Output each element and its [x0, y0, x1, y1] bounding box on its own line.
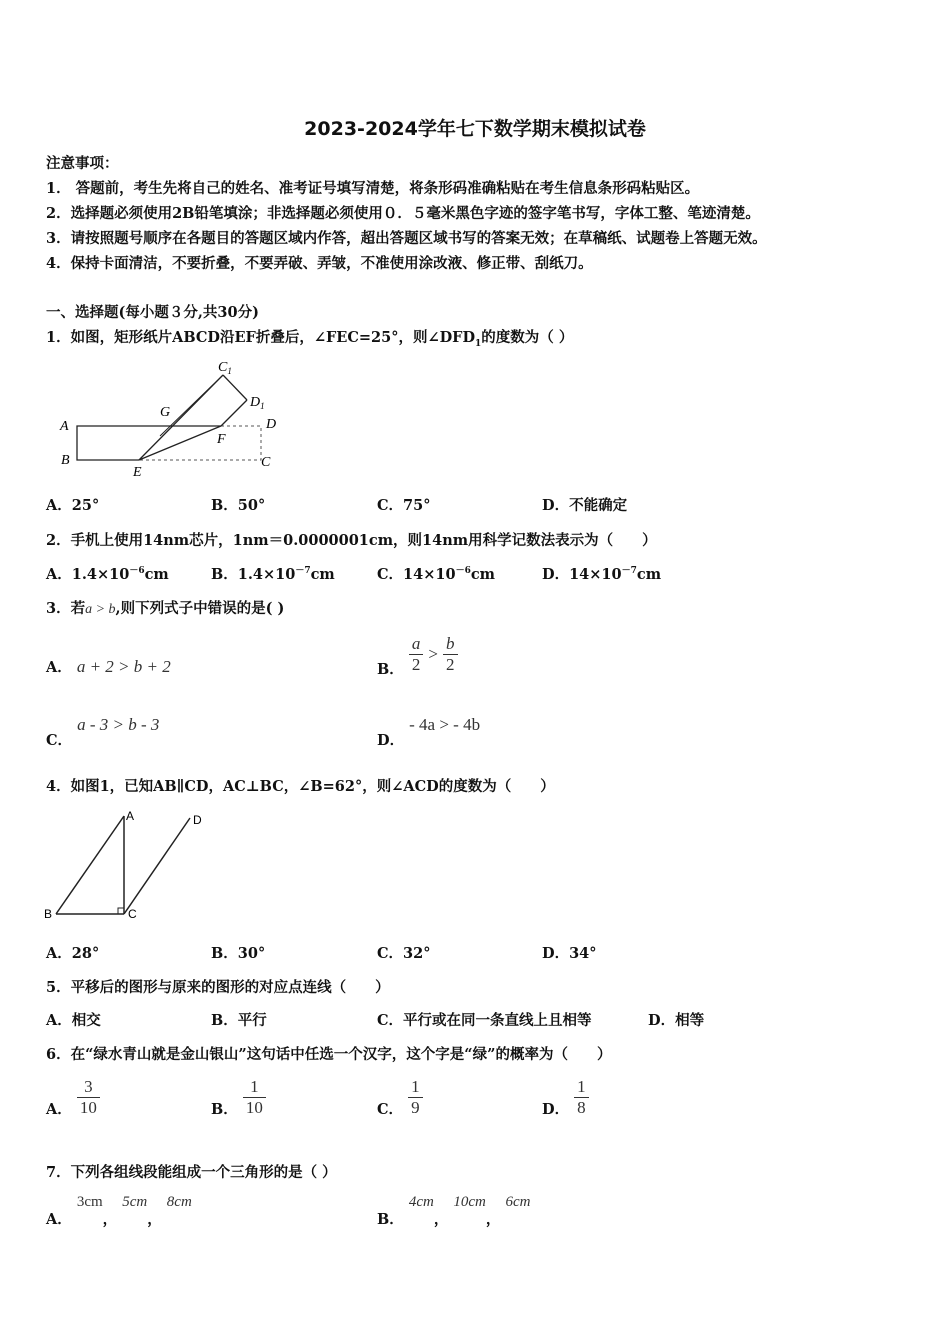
notice-item: 3．请按照题号顺序在各题目的答题区域内作答，超出答题区域书写的答案无效；在草稿纸、试题卷上答题无效。	[46, 230, 767, 247]
folded-edge-d1f	[221, 400, 247, 426]
question-4-option-c[interactable]: C．32°	[377, 945, 431, 962]
question-2-stem: 2．手机上使用14nm芯片，1nm＝0.0000001cm，则14nm用科学记数法表示为（ ）	[46, 532, 657, 549]
notice-item: 2．选择题必须使用2B铅笔填涂；非选择题必须使用０．５毫米黑色字迹的签字笔书写，字体工整、笔迹清楚。	[46, 205, 760, 222]
label-d: D	[266, 417, 277, 432]
question-6-option-c[interactable]: C． $\frac{1}{9}$	[377, 1076, 423, 1119]
question-2-option-a[interactable]: A．$1.4\times 10^{-6}cm$	[46, 566, 169, 583]
label-d: D	[193, 813, 202, 827]
dashed-rectangle	[77, 426, 261, 460]
question-1-option-c[interactable]: C．75°	[377, 497, 431, 514]
question-1-option-a[interactable]: A．25°	[46, 497, 100, 514]
segment-ab	[56, 816, 124, 914]
notice-item: 4．保持卡面清洁，不要折叠，不要弄破、弄皱，不准使用涂改液、修正带、刮纸刀。	[46, 255, 593, 272]
question-6-option-b[interactable]: B． $\frac{1}{10}$	[211, 1076, 266, 1119]
label-f: F	[217, 432, 226, 447]
label-c: C	[128, 907, 137, 921]
question-3-option-d[interactable]: D． - 4a > - 4b	[377, 715, 481, 749]
question-1-figure	[55, 358, 285, 480]
notice-heading: 注意事项：	[46, 155, 119, 172]
question-1-option-d[interactable]: D．不能确定	[542, 497, 628, 514]
question-3-option-c[interactable]: C． a - 3 > b - 3	[46, 715, 160, 749]
rectangle-solid-edges	[77, 426, 221, 460]
question-7-option-a[interactable]: A． 3cm， 5cm， 8cm	[46, 1194, 192, 1228]
question-5-option-c[interactable]: C．平行或在同一条直线上且相等	[377, 1012, 592, 1029]
question-7-stem: 7．下列各组线段能组成一个三角形的是（ ）	[46, 1164, 337, 1181]
label-g: G	[160, 405, 171, 420]
question-6-option-a[interactable]: A． $\frac{3}{10}$	[46, 1076, 100, 1119]
question-2-option-b[interactable]: B．$1.4\times 10^{-7}cm$	[211, 566, 335, 583]
label-b: B	[61, 453, 70, 468]
label-b: B	[44, 907, 53, 921]
question-2-option-d[interactable]: D．$14\times 10^{-7}cm$	[542, 566, 662, 583]
right-angle-mark	[118, 908, 124, 914]
question-4-option-d[interactable]: D．34°	[542, 945, 597, 962]
label-e: E	[133, 465, 142, 480]
question-3-option-a[interactable]: A． a + 2 > b + 2	[46, 657, 171, 676]
question-5-option-b[interactable]: B．平行	[211, 1012, 267, 1029]
label-d1: $D_1$	[250, 395, 265, 411]
question-7-option-b[interactable]: B． 4cm， 10cm， 6cm	[377, 1194, 531, 1228]
notice-item: 1． 答题前，考生先将自己的姓名、准考证号填写清楚，将条形码准确粘贴在考生信息条形码粘贴区。	[46, 180, 700, 197]
question-6-option-d[interactable]: D． $\frac{1}{8}$	[542, 1076, 589, 1119]
question-2-option-c[interactable]: C．$14\times 10^{-6}cm$	[377, 566, 495, 583]
question-6-stem: 6．在“绿水青山就是金山银山”这句话中任选一个汉字，这个字是“绿”的概率为（ ）	[46, 1046, 612, 1063]
question-4-stem: 4．如图1，已知AB∥CD，AC⊥BC，∠B=62°，则∠ACD的度数为（ ）	[46, 778, 555, 795]
folded-edge-c1d1	[223, 375, 247, 400]
question-4-option-b[interactable]: B．30°	[211, 945, 266, 962]
question-5-stem: 5．平移后的图形与原来的图形的对应点连线（ ）	[46, 979, 390, 996]
question-3-option-b[interactable]: B． $\frac{a}{2}$ > $\frac{b}{2}$	[377, 630, 458, 679]
section-heading: 一、选择题(每小题３分,共30分)	[46, 304, 259, 321]
label-c1: $C_1$	[218, 360, 232, 376]
segment-cd	[124, 818, 190, 914]
question-5-option-a[interactable]: A．相交	[46, 1012, 101, 1029]
question-4-option-a[interactable]: A．28°	[46, 945, 100, 962]
label-a: A	[60, 419, 69, 434]
page-title: 2023-2024学年七下数学期末模拟试卷	[304, 118, 646, 140]
label-a: A	[126, 809, 135, 823]
question-1-option-b[interactable]: B．50°	[211, 497, 266, 514]
label-c: C	[261, 455, 271, 470]
question-1-stem: 1．如图，矩形纸片ABCD沿EF折叠后，∠FEC=25°，则$\angle DFD_1$的度数为（ ）	[46, 329, 574, 349]
question-3-stem: 3．若a > b,则下列式子中错误的是( )	[46, 600, 285, 617]
question-4-figure	[40, 808, 210, 926]
question-5-option-d[interactable]: D．相等	[648, 1012, 705, 1029]
crease-ef	[139, 426, 221, 460]
